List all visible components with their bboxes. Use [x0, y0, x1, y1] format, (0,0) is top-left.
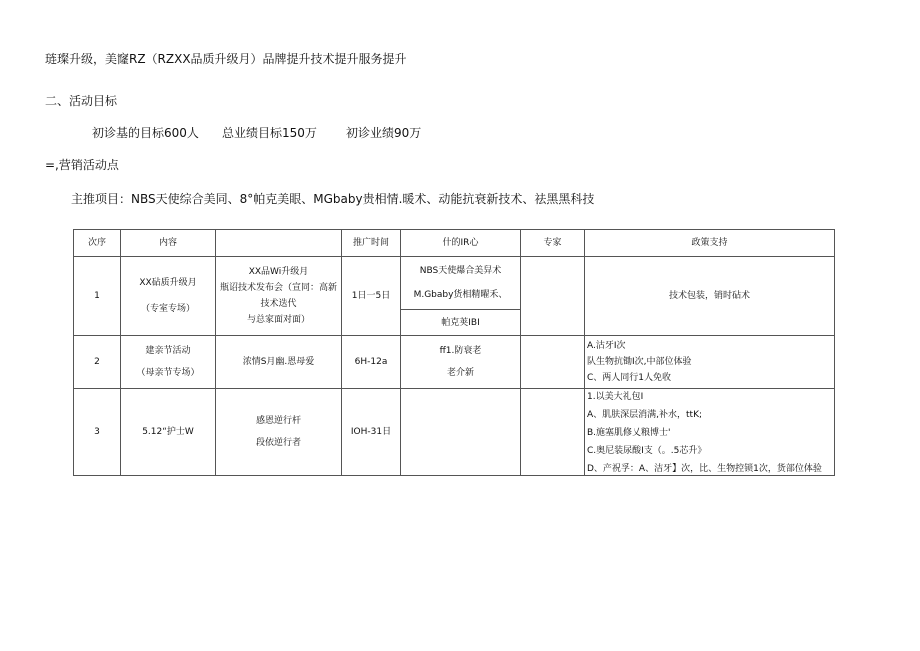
row1-detail-line3: 技术迭代 — [260, 299, 297, 309]
row3-expert — [521, 389, 585, 476]
row2-content-sub: （母亲节专场） — [136, 368, 200, 378]
row3-time: IOH-31日 — [342, 389, 401, 476]
table-row — [74, 389, 835, 476]
header-time: 推广时间 — [342, 230, 401, 257]
header-center: 什的IR心 — [401, 230, 521, 257]
row3-detail-line1: 感恩逆行杆 — [255, 416, 301, 426]
row1-detail-line4: 与总家面对面） — [246, 315, 310, 325]
row3-detail — [216, 389, 342, 476]
row3-policy-line3: B.施塞肌修乂粮博士' — [587, 428, 671, 438]
row3-center — [401, 389, 521, 476]
table-header-row — [74, 230, 835, 257]
row2-center — [401, 336, 521, 389]
activity-table — [73, 229, 835, 476]
row3-policy-clip — [587, 389, 834, 475]
row2-policy-line1: A.沽牙I次 — [587, 341, 626, 351]
row1-center-line1: NBS天使爆合美舁术 — [419, 266, 502, 276]
row3-seq: 3 — [74, 389, 121, 476]
row1-detail-line1: XX品Wi升级月 — [248, 267, 309, 277]
table-row — [74, 336, 835, 389]
row2-policy-line3: C、两人同行1人免收 — [587, 373, 672, 383]
header-line: 琏璨升级，美窿RZ（RZXX品质升级月）品牌提升技术提升服务提升 — [45, 52, 407, 66]
row3-policy-line2: A、肌肤深层消满,补水，ttK; — [587, 410, 703, 420]
row1-detail-line2: 瓶诏技术发布会（宣同：高新 — [219, 283, 337, 293]
header-expert: 专家 — [521, 230, 585, 257]
header-detail — [216, 230, 342, 257]
row3-policy-line4: C.奥尼装尿酸I支（。.5芯升》 — [587, 446, 707, 456]
row2-center-line2: 老介新 — [446, 368, 474, 378]
section-heading-goals: 二、活动目标 — [45, 94, 118, 108]
row2-expert — [521, 336, 585, 389]
row1-content-title: XX砧质升级月 — [139, 278, 197, 288]
row1-content-sub: （专室专场） — [140, 304, 195, 314]
row1-seq: 1 — [74, 257, 121, 336]
row3-content: 5.12“护士W — [121, 389, 216, 476]
row3-policy — [585, 389, 835, 476]
row3-detail-line2: 段依逆行者 — [255, 438, 301, 448]
goal-first-visit-revenue: 初诊业绩90万 — [346, 126, 422, 140]
row2-policy-line2: 队生物抗锄I次,中部位体验 — [587, 357, 692, 367]
row1-center-bottom: 帕克荚IBI — [401, 310, 521, 336]
row2-time: 6H-12a — [342, 336, 401, 389]
table-row — [74, 257, 835, 310]
row1-content — [121, 257, 216, 336]
section-heading-marketing: =,营销活动点 — [45, 158, 119, 172]
row1-detail — [216, 257, 342, 336]
row2-detail: 浓情S月幽.恩母爱 — [216, 336, 342, 389]
row2-policy — [585, 336, 835, 389]
row2-content-title: 建亲节活动 — [145, 346, 191, 356]
goal-first-visit-count: 初诊基的目标600人 — [92, 126, 199, 140]
row2-seq: 2 — [74, 336, 121, 389]
row3-policy-line5: D、产祝孚：A、洁牙】次，比、生物控锁1次，货部位体验 — [587, 464, 822, 474]
header-policy: 政策支持 — [585, 230, 835, 257]
row2-center-line1: ff1.防衰老 — [439, 346, 482, 356]
goal-total-revenue: 总业绩目标150万 — [222, 126, 317, 140]
row1-time: 1日一5日 — [342, 257, 401, 336]
row1-center-top — [401, 257, 521, 310]
row1-center-line2: M.Gbaby货相精曜禾、 — [413, 290, 508, 300]
row3-policy-line1: 1.以美大礼包I — [587, 392, 644, 402]
header-content: 内容 — [121, 230, 216, 257]
row2-content — [121, 336, 216, 389]
header-seq: 次序 — [74, 230, 121, 257]
row1-policy: 技术包装，销时砧术 — [585, 257, 835, 336]
main-items-line: 主推项目：NBS天使综合美同、8°帕克美眼、MGbaby贵相情.暖术、动能抗衰新技术、祛黑黑科技 — [71, 192, 595, 206]
row1-expert — [521, 257, 585, 336]
